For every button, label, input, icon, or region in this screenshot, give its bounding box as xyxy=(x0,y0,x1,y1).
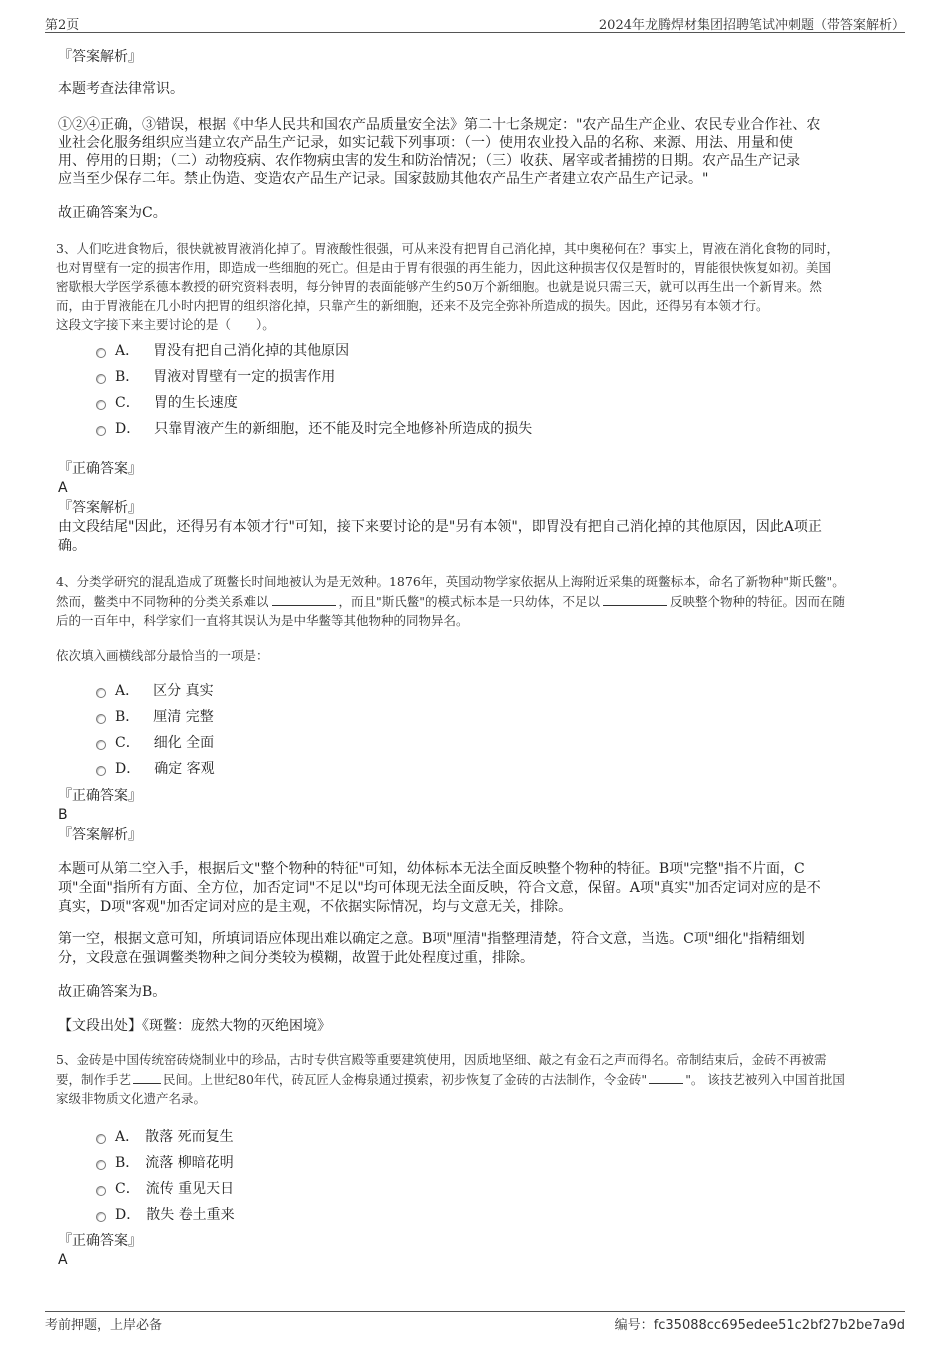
q3-option-c[interactable] xyxy=(96,393,238,413)
q4-stem-line-2 xyxy=(56,592,845,611)
radio-icon[interactable] xyxy=(96,426,106,436)
radio-icon[interactable] xyxy=(96,1212,106,1222)
q2-analysis-p1: 本题考查法律常识。 xyxy=(58,81,184,97)
q5-stem-line: 5、金砖是中国传统窑砖烧制业中的珍品，古时专供宫殿等重要建筑使用，因质地坚细、敲之有金石之声而得名。帝制结束后，金砖不再被需 xyxy=(56,1052,827,1067)
q5-stem-line: 家级非物质文化遗产名录。 xyxy=(56,1091,207,1106)
option-letter: C． xyxy=(115,395,140,411)
radio-icon[interactable] xyxy=(96,348,106,358)
option-text: 细化 全面 xyxy=(153,735,215,751)
q4-analysis-line: 分，文段意在强调鳖类物种之间分类较为模糊，故置于此处程度过重，排除。 xyxy=(58,950,534,966)
q4-stem-line: 后的一百年中，科学家们一直将其误认为是中华鳖等其他物种的同物异名。 xyxy=(56,613,469,628)
q2-analysis-line: ①②④正确，③错误，根据《中华人民共和国农产品质量安全法》第二十七条规定："农产品生产企业、农民专业合作社、农 xyxy=(58,117,821,133)
q4-analysis-line: 本题可从第二空入手，根据后文"整个物种的特征"可知，幼体标本无法全面反映整个物种的特征。B项"完整"指不片面，C xyxy=(58,861,805,877)
q5-option-a[interactable] xyxy=(96,1127,234,1147)
option-letter: B． xyxy=(115,1155,140,1171)
fill-blank xyxy=(649,1071,683,1084)
q3-answer: A xyxy=(58,480,68,496)
q2-analysis-line: 业社会化服务组织应当建立农产品生产记录，如实记载下列事项：（一）使用农业投入品的名称、来源、用法、用量和使 xyxy=(58,135,793,151)
option-letter: B． xyxy=(115,709,140,725)
q3-answer-label: 『正确答案』 xyxy=(58,461,142,477)
q4-source: 【文段出处】《斑鳖：庞然大物的灭绝困境》 xyxy=(58,1018,331,1034)
q4-stem-part: ，而且"斯氏鳖"的模式标本是一只幼体，不足以 xyxy=(338,594,601,609)
option-letter: A． xyxy=(115,683,140,699)
radio-icon[interactable] xyxy=(96,766,106,776)
q5-answer-label: 『正确答案』 xyxy=(58,1233,142,1249)
footer-divider xyxy=(45,1311,905,1312)
q4-stem-line: 4、分类学研究的混乱造成了斑鳖长时间地被认为是无效种。1876年，英国动物学家依据从上海附近采集的斑鳖标本，命名了新物种"斯氏鳖"。 xyxy=(56,574,845,589)
q4-stem-part: 然而，鳖类中不同物种的分类关系难以 xyxy=(56,594,269,609)
radio-icon[interactable] xyxy=(96,1186,106,1196)
radio-icon[interactable] xyxy=(96,400,106,410)
radio-icon[interactable] xyxy=(96,1134,106,1144)
option-text: 区分 真实 xyxy=(153,683,214,699)
q3-analysis-line: 确。 xyxy=(58,538,86,554)
fill-blank xyxy=(272,593,336,606)
q5-answer: A xyxy=(58,1252,68,1268)
option-letter: D． xyxy=(115,761,141,777)
q5-stem-part: "。 该技艺被列入中国首批国 xyxy=(685,1072,845,1087)
q4-prompt: 依次填入画横线部分最恰当的一项是： xyxy=(56,648,269,663)
q2-analysis-label: 『答案解析』 xyxy=(58,49,142,65)
q2-conclusion: 故正确答案为C。 xyxy=(58,205,167,221)
q3-stem-question: 这段文字接下来主要讨论的是（ ）。 xyxy=(56,317,275,332)
radio-icon[interactable] xyxy=(96,1160,106,1170)
option-text: 流落 柳暗花明 xyxy=(145,1155,234,1171)
footer-code-value: fc35088cc695edee51c2bf27b2be7a9d xyxy=(653,1318,905,1333)
fill-blank xyxy=(133,1071,161,1084)
q3-analysis-line: 由文段结尾"因此，还得另有本领才行"可知，接下来要讨论的是"另有本领"，即胃没有把自己消化掉的其他原因，因此A项正 xyxy=(58,519,822,535)
q4-analysis-label: 『答案解析』 xyxy=(58,827,142,843)
q5-option-c[interactable] xyxy=(96,1179,234,1199)
footer-slogan: 考前押题，上岸必备 xyxy=(45,1318,163,1333)
option-text: 胃没有把自己消化掉的其他原因 xyxy=(153,343,350,359)
q5-stem-line-2 xyxy=(56,1070,845,1089)
option-letter: D． xyxy=(115,421,141,437)
radio-icon[interactable] xyxy=(96,688,106,698)
q4-option-a[interactable] xyxy=(96,681,214,701)
option-letter: C． xyxy=(115,1181,140,1197)
header-divider xyxy=(45,32,905,33)
footer-code-label: 编号： xyxy=(614,1318,654,1333)
q5-stem-part: 民间。上世纪80年代，砖瓦匠人金梅泉通过摸索，初步恢复了金砖的古法制作，令金砖" xyxy=(163,1072,648,1087)
q3-analysis-label: 『答案解析』 xyxy=(58,500,142,516)
footer-code xyxy=(615,1314,905,1333)
option-text: 散落 死而复生 xyxy=(145,1129,234,1145)
q3-option-d[interactable] xyxy=(96,419,532,439)
q4-analysis-line: 项"全面"指所有方面、全方位，加否定词"不足以"均可体现无法全面反映，符合文意，保留。A项"真实"加否定词对应的是不 xyxy=(58,880,821,896)
fill-blank xyxy=(603,593,667,606)
option-letter: C． xyxy=(115,735,140,751)
q4-option-d[interactable] xyxy=(96,759,215,779)
radio-icon[interactable] xyxy=(96,714,106,724)
q4-analysis-line: 第一空，根据文意可知，所填词语应体现出难以确定之意。B项"厘清"指整理清楚，符合文意，当选。C项"细化"指精细划 xyxy=(58,931,805,947)
q5-stem-part: 要，制作手艺 xyxy=(56,1072,132,1087)
option-text: 厘清 完整 xyxy=(153,709,214,725)
option-text: 胃的生长速度 xyxy=(153,395,238,411)
option-letter: A． xyxy=(115,1129,140,1145)
q2-analysis-line: 应当至少保存二年。禁止伪造、变造农产品生产记录。国家鼓励其他农产品生产者建立农产品生产记录。" xyxy=(58,171,709,187)
document-title: 2024年龙腾焊材集团招聘笔试冲刺题（带答案解析） xyxy=(598,18,905,33)
q3-option-a[interactable] xyxy=(96,341,349,361)
q3-stem-line: 密歇根大学医学系德本教授的研究资料表明，每分钟胃的表面能够产生约50万个新细胞。也就是说只需三天，就可以再生出一个新胃来。然 xyxy=(56,279,822,294)
q2-analysis-line: 用、停用的日期；（二）动物疫病、农作物病虫害的发生和防治情况；（三）收获、屠宰或者捕捞的日期。农产品生产记录 xyxy=(58,153,800,169)
option-text: 流传 重见天日 xyxy=(145,1181,235,1197)
q4-answer: B xyxy=(58,807,68,823)
option-letter: B． xyxy=(115,369,140,385)
option-text: 只靠胃液产生的新细胞，还不能及时完全地修补所造成的损失 xyxy=(154,421,533,437)
q5-option-b[interactable] xyxy=(96,1153,234,1173)
q4-option-b[interactable] xyxy=(96,707,214,727)
q3-option-b[interactable] xyxy=(96,367,335,387)
q3-stem-line: 3、人们吃进食物后，很快就被胃液消化掉了。胃液酸性很强，可从来没有把胃自己消化掉，其中奥秘何在？事实上，胃液在消化食物的同时， xyxy=(56,241,839,256)
q4-conclusion: 故正确答案为B。 xyxy=(58,984,167,1000)
q4-analysis-line: 真实，D项"客观"加否定词对应的是主观，不依据实际情况，均与文意无关，排除。 xyxy=(58,899,573,915)
radio-icon[interactable] xyxy=(96,740,106,750)
q4-option-c[interactable] xyxy=(96,733,214,753)
option-text: 胃液对胃壁有一定的损害作用 xyxy=(153,369,336,385)
q4-answer-label: 『正确答案』 xyxy=(58,788,142,804)
option-text: 确定 客观 xyxy=(154,761,215,777)
q4-stem-part: 反映整个物种的特征。因而在随 xyxy=(670,594,846,609)
option-letter: D． xyxy=(115,1207,141,1223)
page-number: 第2页 xyxy=(45,18,80,33)
q5-option-d[interactable] xyxy=(96,1205,235,1225)
q3-stem-line: 也对胃壁有一定的损害作用，即造成一些细胞的死亡。但是由于胃有很强的再生能力，因此这种损害仅仅是暂时的，胃能很快恢复如初。美国 xyxy=(56,260,832,275)
radio-icon[interactable] xyxy=(96,374,106,384)
option-text: 散失 卷土重来 xyxy=(146,1207,235,1223)
q3-stem-line: 而，由于胃液能在几小时内把胃的组织溶化掉，只靠产生的新细胞，还来不及完全弥补所造成的损失。因此，还得另有本领才行。 xyxy=(56,298,769,313)
option-letter: A． xyxy=(115,343,140,359)
